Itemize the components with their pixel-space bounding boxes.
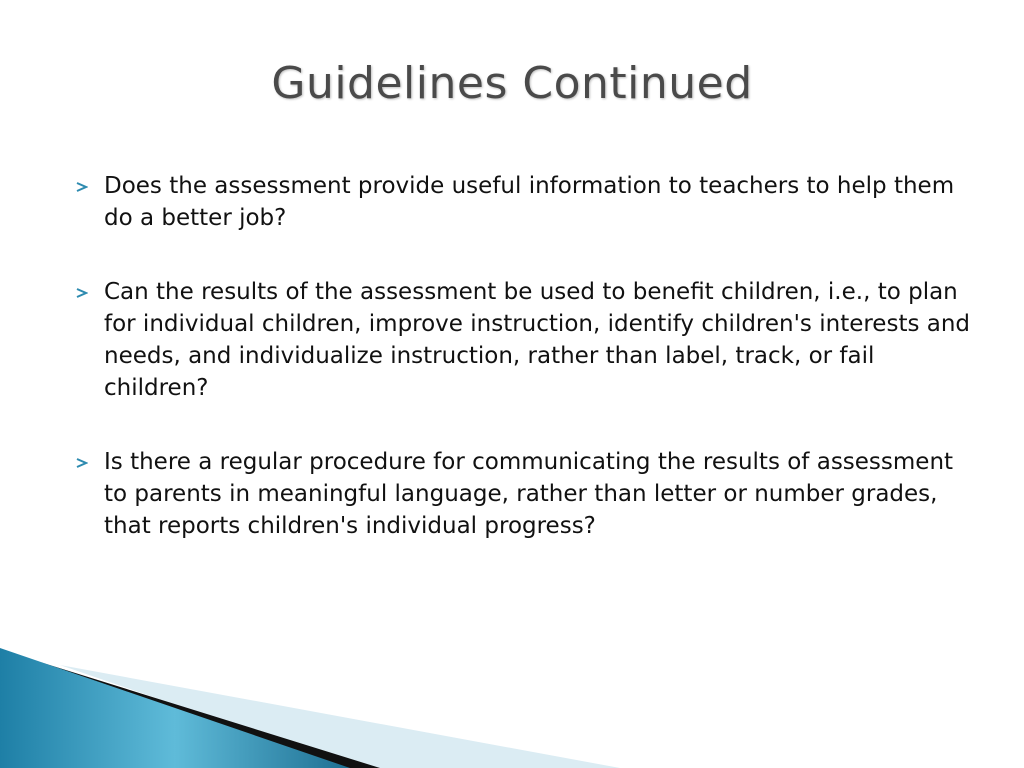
- bullet-item: [74, 276, 974, 404]
- arrowhead-icon: [76, 288, 88, 298]
- bullet-text: Can the results of the assessment be used to benefit children, i.e., to plan for individual children, improve instruction, identify children's interests and needs, and individualize instruction, rather than label, track, or fail children?: [104, 279, 971, 401]
- arrowhead-icon: [76, 182, 88, 192]
- arrowhead-icon: [76, 458, 88, 468]
- bullet-list: [74, 170, 974, 584]
- bullet-text: Does the assessment provide useful information to teachers to help them do a better job?: [104, 173, 955, 231]
- bullet-text: Is there a regular procedure for communicating the results of assessment to parents in meaningful language, rather than letter or number grades, that reports children's individual progress?: [104, 449, 954, 539]
- slide-title: Guidelines Continued: [271, 58, 753, 109]
- blue-swoosh: [0, 648, 350, 768]
- bullet-item: [74, 170, 974, 234]
- bullet-item: [74, 446, 974, 542]
